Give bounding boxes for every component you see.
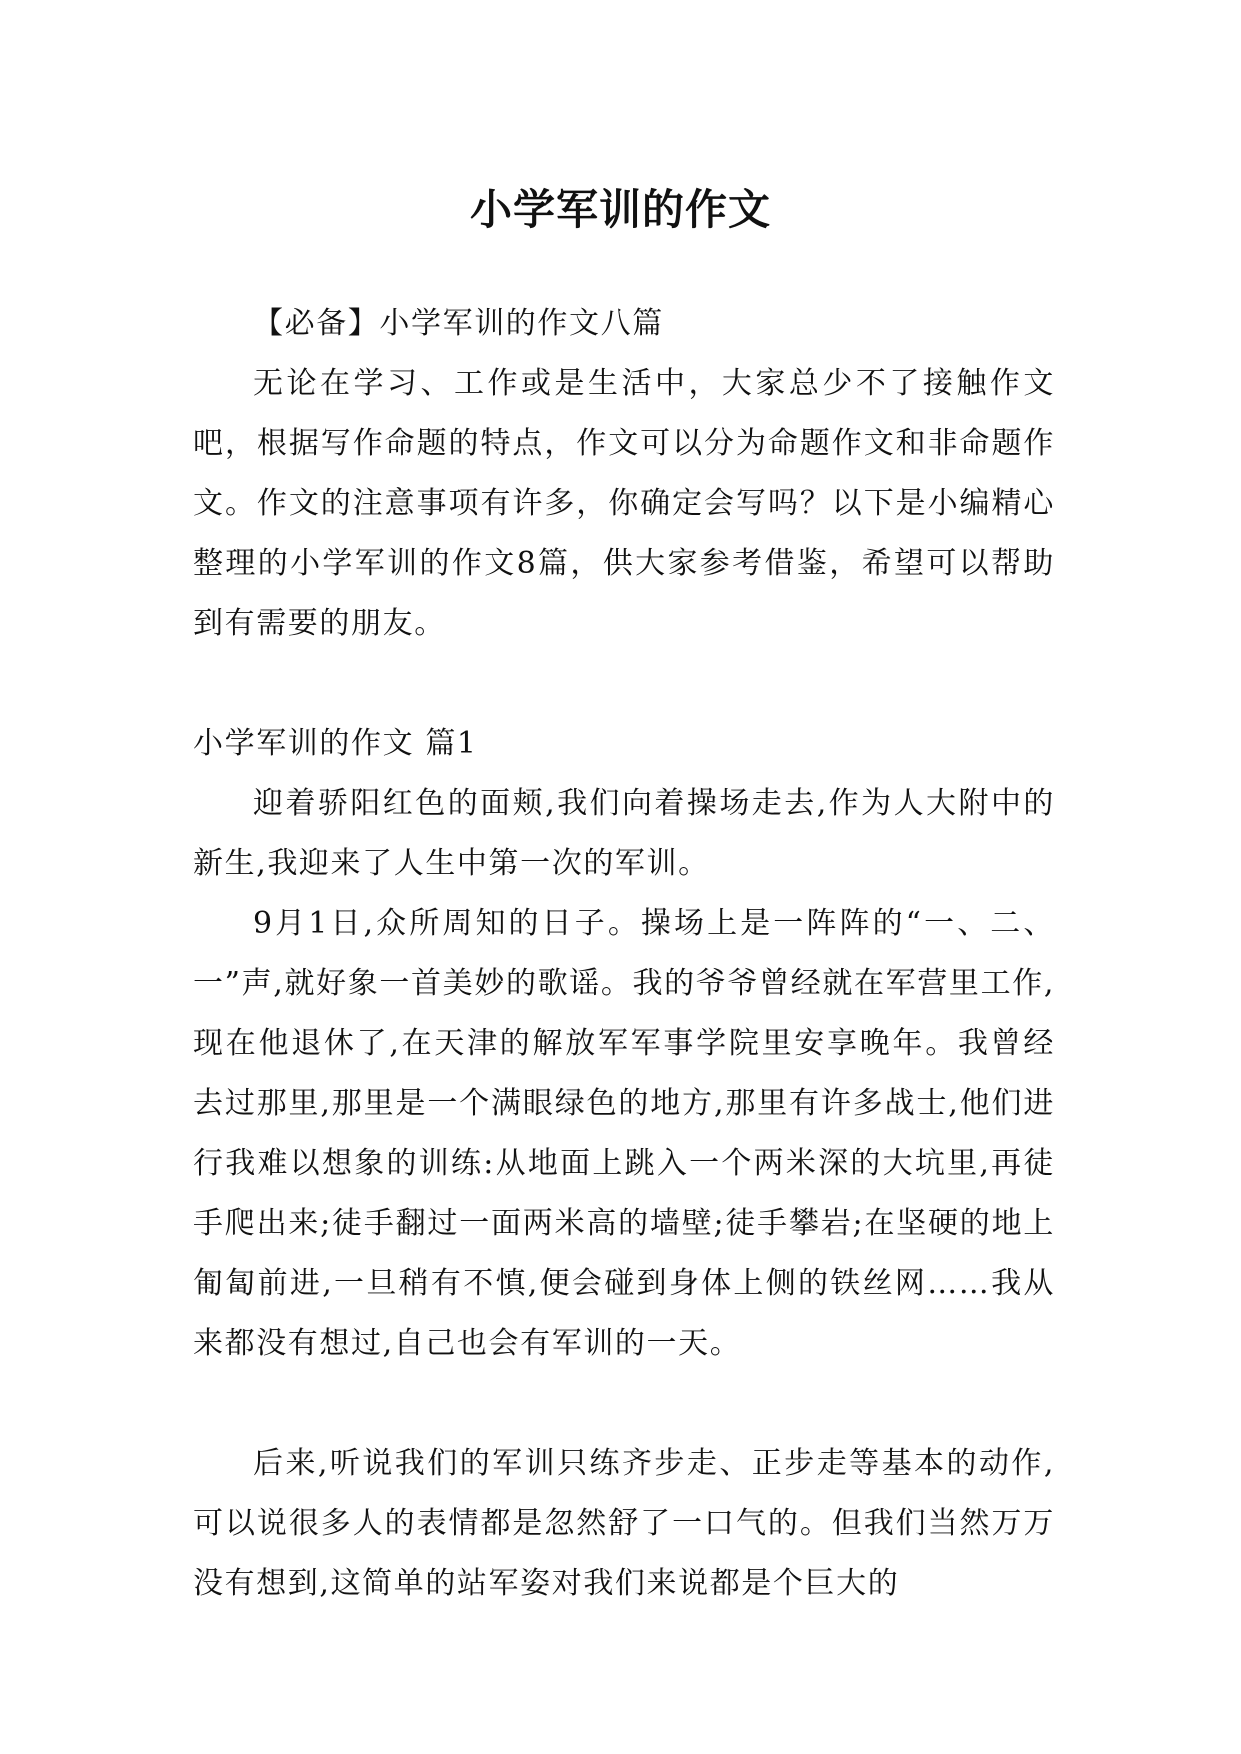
- intro-subtitle: 【必备】小学军训的作文八篇: [253, 306, 664, 341]
- section-heading: 小学军训的作文 篇1: [193, 726, 478, 761]
- body-paragraph: 9月1日,众所周知的日子。操场上是一阵阵的“一、二、一”声,就好象一首美妙的歌谣。我的爷爷曾经就在军营里工作,现在他退休了,在天津的解放军军事学院里安享晚年。我曾经去过那里,那里是一个满眼绿色的地方,那里有许多战士,他们进行我难以想象的训练:从地面上跳入一个两米深的大坑里,再徒手爬出来;徒手翻过一面两米高的墙壁;徒手攀岩;在坚硬的地上匍匐前进,一旦稍有不慎,便会碰到身体上侧的铁丝网……我从来都没有想过,自己也会有军训的一天。: [193, 906, 1055, 1361]
- document-title: 小学军训的作文: [469, 185, 771, 235]
- body-paragraph: 迎着骄阳红色的面颊,我们向着操场走去,作为人大附中的新生,我迎来了人生中第一次的军训。: [193, 786, 1055, 881]
- body-paragraph: 后来,听说我们的军训只练齐步走、正步走等基本的动作,可以说很多人的表情都是忽然舒了一口气的。但我们当然万万没有想到,这简单的站军姿对我们来说都是个巨大的: [193, 1446, 1055, 1601]
- document-body: [193, 294, 1055, 1614]
- intro-paragraph: 无论在学习、工作或是生活中，大家总少不了接触作文吧，根据写作命题的特点，作文可以分为命题作文和非命题作文。作文的注意事项有许多，你确定会写吗？以下是小编精心整理的小学军训的作文8篇，供大家参考借鉴，希望可以帮助到有需要的朋友。: [193, 366, 1055, 641]
